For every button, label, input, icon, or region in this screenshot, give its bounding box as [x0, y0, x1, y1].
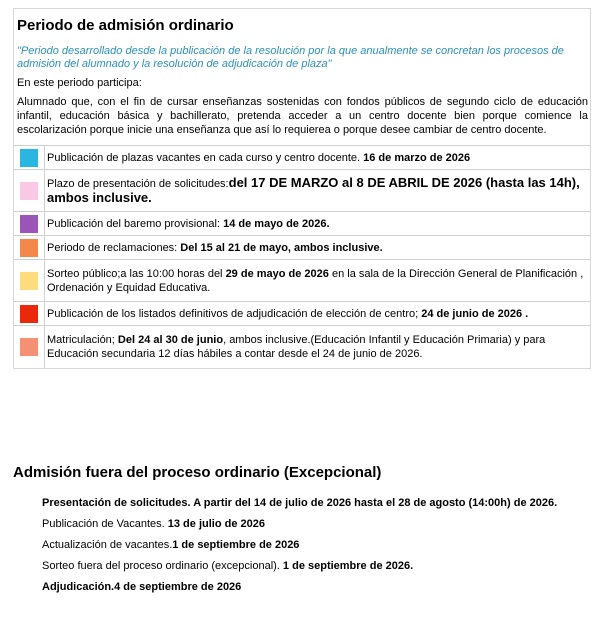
- exceptional-item: [42, 560, 593, 573]
- color-legend-swatch: [20, 272, 38, 290]
- exceptional-item: [42, 518, 593, 531]
- color-legend-swatch: [20, 239, 38, 257]
- event-date: 29 de mayo de 2026: [225, 267, 329, 280]
- exceptional-admission-section: [13, 464, 593, 602]
- item-date: 1 de septiembre de 2026.: [282, 560, 414, 572]
- participants-description: Alumnado que, con el fin de cursar enseñanzas sostenidas con fondos públicos de segundo ciclo de educación infantil, educación básica y bachillerato, pretenda acceder a un centro docente bien porque comience la escolarización porque inicie una enseñanza que así lo requierea o porque desee cambiar de centro docente.: [17, 96, 588, 136]
- participants-label: En este periodo participa:: [17, 77, 142, 89]
- item-date: Presentación de solicitudes. A partir del 14 de julio de 2026 hasta el 28 de agosto (14:00h) de 2026.: [42, 497, 558, 509]
- calendar-color-cell: [14, 146, 45, 170]
- calendar-row: [14, 170, 590, 212]
- event-text-cont: en la sala de la Dirección General de Planificación , Ordenación y Equidad Educativa.: [47, 267, 584, 294]
- event-date: Del 15 al 21 de mayo, ambos inclusive.: [180, 241, 383, 254]
- calendar-row: [14, 236, 590, 260]
- event-text: Publicación del baremo provisional:: [47, 217, 224, 230]
- calendar-color-cell: [14, 170, 45, 212]
- color-legend-swatch: [20, 182, 38, 200]
- calendar-row: [14, 146, 590, 170]
- calendar-event-text: [45, 260, 591, 302]
- ordinary-admission-panel: [13, 8, 591, 369]
- event-text: Sorteo público;a las 10:00 horas del: [47, 267, 226, 280]
- ordinary-section-title: Periodo de admisión ordinario: [17, 17, 234, 34]
- event-text: Publicación de plazas vacantes en cada curso y centro docente.: [47, 151, 364, 164]
- event-text: Matriculación;: [47, 333, 118, 346]
- event-text-cont: , ambos inclusive.(Educación Infantil y Educación Primaria) y para Educación secundaria 12 días hábiles a contar desde el 24 de junio de 2026.: [47, 333, 546, 360]
- calendar-row: [14, 212, 590, 236]
- calendar-row: [14, 326, 590, 368]
- calendar-event-text: [45, 170, 591, 212]
- color-legend-swatch: [20, 149, 38, 167]
- item-text: Sorteo fuera del proceso ordinario (excepcional).: [42, 560, 283, 572]
- color-legend-swatch: [20, 305, 38, 323]
- event-date: 16 de marzo de 2026: [363, 151, 471, 164]
- item-text: Publicación de Vacantes.: [42, 518, 168, 530]
- color-legend-swatch: [20, 338, 38, 356]
- exceptional-section-title: Admisión fuera del proceso ordinario (Excepcional): [13, 464, 382, 481]
- event-text: Publicación de los listados definitivos de adjudicación de elección de centro;: [47, 307, 422, 320]
- exceptional-dates-list: [13, 497, 593, 594]
- exceptional-item: [42, 581, 593, 594]
- item-date: 1 de septiembre de 2026: [172, 539, 300, 551]
- calendar-table: [14, 145, 590, 368]
- calendar-color-cell: [14, 302, 45, 326]
- calendar-event-text: [45, 326, 591, 368]
- event-date: Del 24 al 30 de junio: [117, 333, 224, 346]
- calendar-color-cell: [14, 212, 45, 236]
- color-legend-swatch: [20, 215, 38, 233]
- event-text: Plazo de presentación de solicitudes:: [47, 177, 229, 190]
- event-text: Periodo de reclamaciones:: [47, 241, 181, 254]
- calendar-row: [14, 260, 590, 302]
- calendar-event-text: [45, 302, 591, 326]
- period-description-quote: "Periodo desarrollado desde la publicación de la resolución por la que anualmente se concretan los procesos de admisión del alumnado y la resolución de adjudicación de plaza": [17, 45, 564, 70]
- calendar-event-text: [45, 146, 591, 170]
- item-text: Actualización de vacantes.: [42, 539, 173, 551]
- exceptional-item: [42, 539, 593, 552]
- calendar-color-cell: [14, 260, 45, 302]
- calendar-row: [14, 302, 590, 326]
- item-date: Adjudicación.4 de septiembre de 2026: [42, 581, 242, 593]
- calendar-color-cell: [14, 236, 45, 260]
- calendar-color-cell: [14, 326, 45, 368]
- event-date-cont: ambos inclusive.: [47, 189, 152, 205]
- event-date: 14 de mayo de 2026.: [223, 217, 330, 230]
- calendar-event-text: [45, 212, 591, 236]
- event-date: 24 de junio de 2026 .: [421, 307, 529, 320]
- exceptional-item: [42, 497, 593, 510]
- calendar-event-text: [45, 236, 591, 260]
- item-date: 13 de julio de 2026: [167, 518, 265, 530]
- event-date: del 17 DE MARZO al 8 DE ABRIL DE 2026 (hasta las 14h),: [228, 174, 580, 190]
